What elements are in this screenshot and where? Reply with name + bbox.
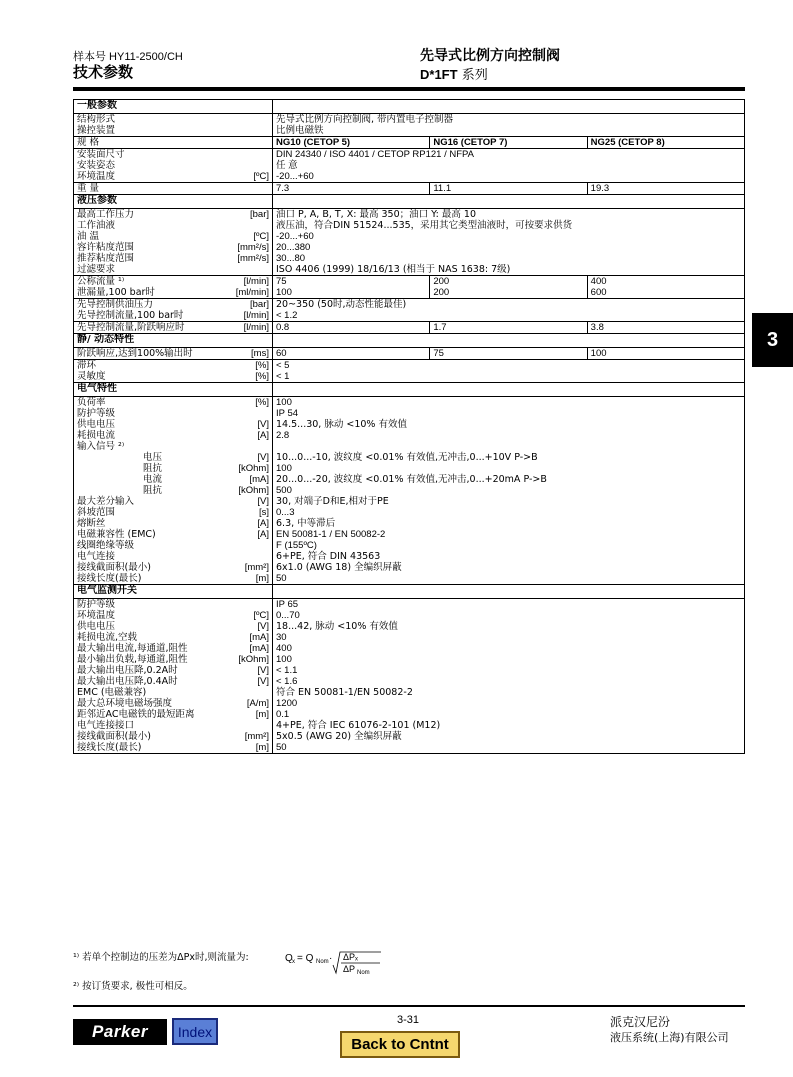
table-row: 先导控制流量,阶跃响应时 [l/min] 0.8 1.7 3.8 — [74, 322, 745, 334]
index-button[interactable]: Index — [172, 1018, 218, 1045]
series-title — [420, 64, 488, 83]
table-row: 阶跃响应,达到100%输出时 [ms] 60 75 100 — [74, 348, 745, 360]
back-to-contents-button[interactable]: Back to Cntnt — [340, 1031, 460, 1058]
footer-rule — [73, 1005, 745, 1007]
page-number: 3-31 — [397, 1014, 420, 1026]
svg-text:= Q: = Q — [297, 953, 314, 964]
footnote-2: ²⁾ 按订货要求, 极性可相反。 — [73, 981, 193, 992]
section-general: 一般参数 — [74, 100, 745, 114]
parker-logo: Parker — [73, 1019, 167, 1045]
section-dynamic: 静/ 动态特性 — [74, 334, 745, 348]
section-electrical: 电气特性 — [74, 383, 745, 397]
series-code: D*1FT — [420, 67, 458, 82]
spec-table — [73, 99, 745, 754]
table-row: 重 量 7.3 11.1 19.3 — [74, 183, 745, 195]
catalog-number: 样本号 HY11-2500/CH — [73, 51, 183, 63]
flow-formula — [285, 949, 395, 977]
svg-text:Nom: Nom — [357, 970, 370, 976]
page-title: 先导式比例方向控制阀 — [420, 48, 560, 64]
table-row: 公称流量 ¹⁾ [l/min] 泄漏量,100 bar时 [ml/min] 75 100 200 200 400 600 — [74, 276, 745, 299]
table-row: 结构形式 操控装置 先导式比例方向控制阀, 带内置电子控制器 比例电磁铁 — [74, 114, 745, 137]
table-row: 安装面尺寸 安装姿态 环境温度 [ºC] DIN 24340 / ISO 4401 / CETOP RP121 / NFPA 任 意 -20...+60 — [74, 149, 745, 183]
company-name: 派克汉尼汾 — [610, 1015, 671, 1029]
series-word: 系列 — [457, 68, 488, 83]
header-rule — [73, 87, 745, 91]
chapter-tab[interactable]: 3 — [752, 313, 793, 367]
svg-text:Q: Q — [285, 953, 293, 964]
table-row: 规 格 NG10 (CETOP 5) NG16 (CETOP 7) NG25 (CETOP 8) — [74, 137, 745, 149]
footnote-1: ¹⁾ 若单个控制边的压差为ΔPx时,则流量为: — [73, 952, 249, 963]
section-hydraulic: 液压参数 — [74, 195, 745, 209]
svg-text:Nom: Nom — [316, 959, 329, 965]
table-row: 先导控制供油压力 [bar] 先导控制流量,100 bar时 [l/min] 20~350 (50时,动态性能最佳) < 1.2 — [74, 299, 745, 322]
svg-text:x: x — [292, 959, 295, 965]
section-monitor: 电气监测开关 — [74, 585, 745, 599]
company-division: 液压系统(上海)有限公司 — [610, 1031, 729, 1044]
svg-text:ΔP: ΔP — [343, 964, 356, 974]
table-row: 最高工作压力 [bar] 工作油液 油 温 [ºC] 容许粘度范围 [mm²/s] 推荐粘度范围 [mm²/s] 过滤要求 油口 P, A, B, T, X: 最高 350；油口 Y: 最高 10 液压油，符合DIN 51524...535，采用其它类型油液时，可按要求供货 -20...+60 20...380 30...80 ISO 4406 (1999) 18/16/13 (相当于 NAS 1638: 7级) — [74, 209, 745, 276]
section-title: 技术参数 — [73, 63, 134, 81]
table-row: 滞环 [%] 灵敏度 [%] < 5 < 1 — [74, 360, 745, 383]
table-row: 防护等级 环境温度 [ºC] 供电电压 [V] 耗损电流,空载 [mA] 最大输出电流,每通道,阻性 [mA] 最小输出负载,每通道,阻性 [kOhm] 最大输出电压降,0.2A时 [V] 最大输出电压降,0.4A时 [V] EMC (电磁兼容) 最大总环境电磁场强度 [A/m] 距邻近AC电磁铁的最短距离 [m] 电气连接接口 接线截面积(最小) [mm²] 接线长度(最长) [m] IP 65 0...70 18...42, 脉动 <10% 有效值 30 400 100 < 1.1 < 1.6 符合 EN 50081-1/EN 50082-2 1200 0.1 4+PE, 符合 IEC 61076-2-101 (M12) 5x0.5 (AWG 20) 全编织屏蔽 50 — [74, 599, 745, 754]
svg-text:·: · — [329, 953, 333, 964]
svg-text:ΔPₓ: ΔPₓ — [343, 952, 358, 962]
table-row: 负荷率 [%] 防护等级 供电电压 [V] 耗损电流 [A] 输入信号 ²⁾ 电压 [V] 阻抗 [kOhm] 电流 [mA] 阻抗 [kOhm] 最大差分输入 [V] 斜坡范围 [s] 熔断丝 [A] 电磁兼容性 (EMC) [A] 线圈绝缘等级 电气连接 接线截面积(最小) [mm²] 接线长度(最长) [m] 100 IP 54 14.5...30, 脉动 <10% 有效值 2.8 10...0...-10, 波纹度 <0.01% 有效值,无冲击,0...+10V P->B 100 20...0...-20, 波纹度 <0.01% 有效值,无冲击,0...+20mA P->B 500 30, 对端子D和E,相对于PE 0...3 6.3, 中等滞后 EN 50081-1 / EN 50082-2 F (155ºC) 6+PE, 符合 DIN 43563 6x1.0 (AWG 18) 全编织屏蔽 50 — [74, 397, 745, 585]
